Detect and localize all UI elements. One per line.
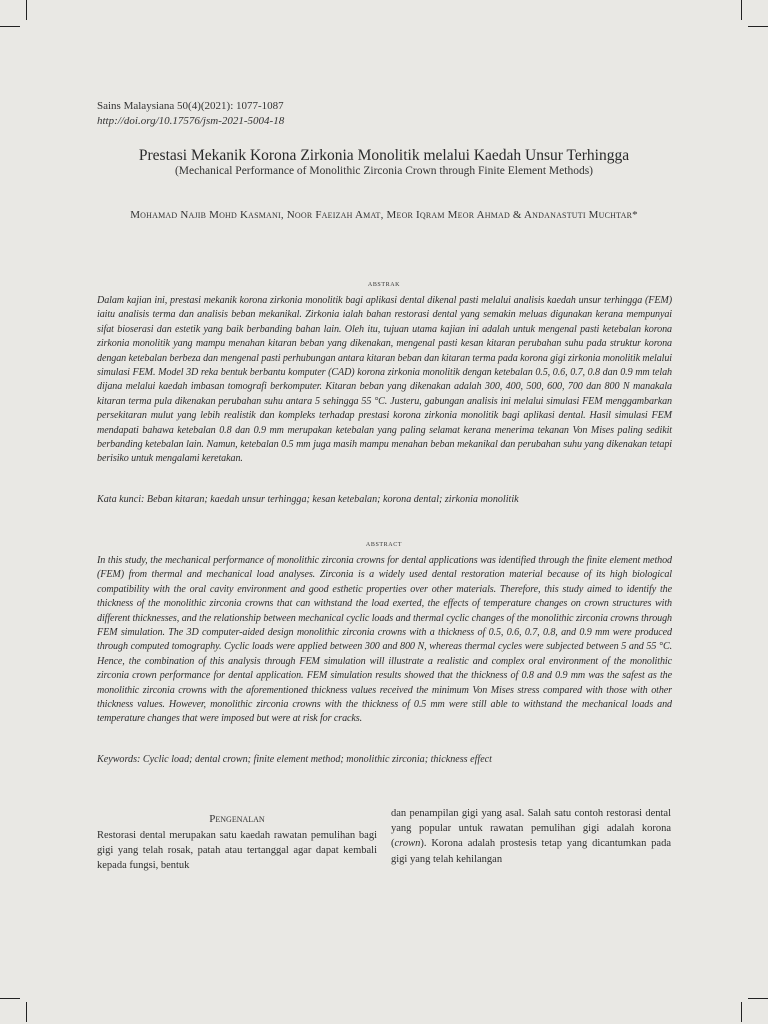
pengenalan-column-2 <box>391 806 671 867</box>
crop-mark-top-left <box>26 0 27 20</box>
crop-mark-bottom-right <box>741 1002 742 1022</box>
pengenalan-crown-term: crown <box>394 838 421 850</box>
crop-mark-right-top <box>748 26 768 27</box>
abstract-keywords: Keywords: Cyclic load; dental crown; finite element method; monolithic zirconia; thickness effect <box>97 754 492 765</box>
author-list: Mohamad Najib Mohd Kasmani, Noor Faeizah Amat, Meor Iqram Meor Ahmad & Andanastuti Muchtar* <box>130 209 638 221</box>
abstrak-keywords: Kata kunci: Beban kitaran; kaedah unsur terhingga; kesan ketebalan; korona dental; zirkonia monolitik <box>97 494 519 505</box>
abstrak-body: Dalam kajian ini, prestasi mekanik korona zirkonia monolitik bagi aplikasi dental dikenal pasti melalui analisis kaedah unsur terhingga (FEM) iaitu analisis terma dan analisis beban mekanikal. Zirkonia ialah bahan restorasi dental yang semakin meluas digunakan kerana mempunyai sifat bioserasi dan estetik yang baik berbanding bahan lain. Oleh itu, tujuan utama kajian ini adalah untuk mengenal pasti ketebalan korona zirkonia monolitik yang mampu menahan kitaran beban yang dikenakan, mengenal pasti kesan kitaran perubahan suhu pada struktur korona dengan ketebalan berbeza dan mengenal pasti perhubungan antara kitaran beban dan kitaran terma pada korona gigi zirkonia monolitik melalui simulasi FEM. Model 3D reka bentuk berbantu komputer (CAD) korona zirkonia monolitik dengan ketebalan 0.5, 0.6, 0.7, 0.8 dan 0.9 mm telah dijana melalui kaedah imbasan tomografi berkomputer. Kitaran beban yang dikenakan adalah 300, 400, 500, 600, 700 dan 800 N manakala kitaran terma pula dikenakan perubahan suhu antara 5 sehingga 55 °C. Justeru, gabungan analisis ini melalui simulasi FEM menggambarkan persekitaran mulut yang lebih realistik dan kompleks terhadap prestasi korona zirkonia monolitik bagi aplikasi dental. Hasil simulasi FEM mendapati bahawa ketebalan 0.8 dan 0.9 mm merupakan ketebalan yang paling selamat kerana menerima tekanan Von Mises paling sedikit berbanding ketebalan lain. Namun, ketebalan 0.5 mm juga masih mampu menahan beban mekanikal dan perubahan suhu yang dikenakan tetapi berisiko untuk mengalami keretakan. <box>97 295 672 465</box>
crop-mark-left-top <box>0 26 20 27</box>
crop-mark-top-right <box>741 0 742 20</box>
paper-subtitle: (Mechanical Performance of Monolithic Zirconia Crown through Finite Element Methods) <box>174 165 594 177</box>
pengenalan-column-2-part-b: ). Korona adalah prostesis tetap yang dicantumkan pada gigi yang telah kehilangan <box>391 838 671 865</box>
doi-link[interactable]: http://doi.org/10.17576/jsm-2021-5004-18 <box>97 115 285 127</box>
crop-mark-left-bottom <box>0 998 20 999</box>
paper-title: Prestasi Mekanik Korona Zirkonia Monolitik melalui Kaedah Unsur Terhingga <box>138 147 630 164</box>
journal-citation: Sains Malaysiana 50(4)(2021): 1077-1087 <box>97 100 284 112</box>
abstract-body: In this study, the mechanical performance of monolithic zirconia crowns for dental applications was identified through the finite element method (FEM) from thermal and mechanical load analyses. Zirconia is a widely used dental restoration material because of its high biological compatibility with the oral cavity environment and good esthetic properties over other materials. Therefore, this study aimed to identify the thickness of the monolithic zirconia crowns that can withstand the load exerted, the effects of temperature changes on crown structures with different thicknesses, and the relationship between mechanical cyclic loads and thermal cyclic changes of the monolithic zirconia crowns through FEM simulation. The 3D computer-aided design monolithic zirconia crowns with a thickness of 0.5, 0.6, 0.7, 0.8, and 0.9 mm were produced through computed tomography. Cyclic loads were applied between 300 and 800 N, whereas thermal cycles were subjected between 5 and 55 °C. Hence, the combination of this analysis through FEM simulation will illustrate a realistic and complex oral environment of the monolithic zirconia crown performance for dental application. FEM simulation results showed that the thickness of 0.8 and 0.9 mm was the safest as the monolithic zirconia crowns with the aforementioned thickness values received the minimum Von Mises stress compared with those with other thickness values. However, monolithic zirconia crowns with the thickness of 0.5 mm were still able to withstand the mechanical loads and temperature changes that were imposed but were at risk for cracks. <box>97 555 672 725</box>
crop-mark-bottom-left <box>26 1002 27 1022</box>
pengenalan-column-2-part-a: dan penampilan gigi yang asal. Salah satu contoh restorasi dental yang popular untuk rawatan pemulihan gigi adalah korona ( <box>391 808 671 850</box>
pengenalan-column-1: Restorasi dental merupakan satu kaedah rawatan pemulihan bagi gigi yang telah rosak, patah atau tertanggal agar dapat kembali kepada fungsi, bentuk <box>97 830 377 872</box>
abstrak-heading: abstrak <box>367 278 401 288</box>
abstract-heading: abstract <box>365 538 403 548</box>
journal-info <box>97 99 284 129</box>
pengenalan-heading: Pengenalan <box>209 813 265 825</box>
crop-mark-right-bottom <box>748 998 768 999</box>
